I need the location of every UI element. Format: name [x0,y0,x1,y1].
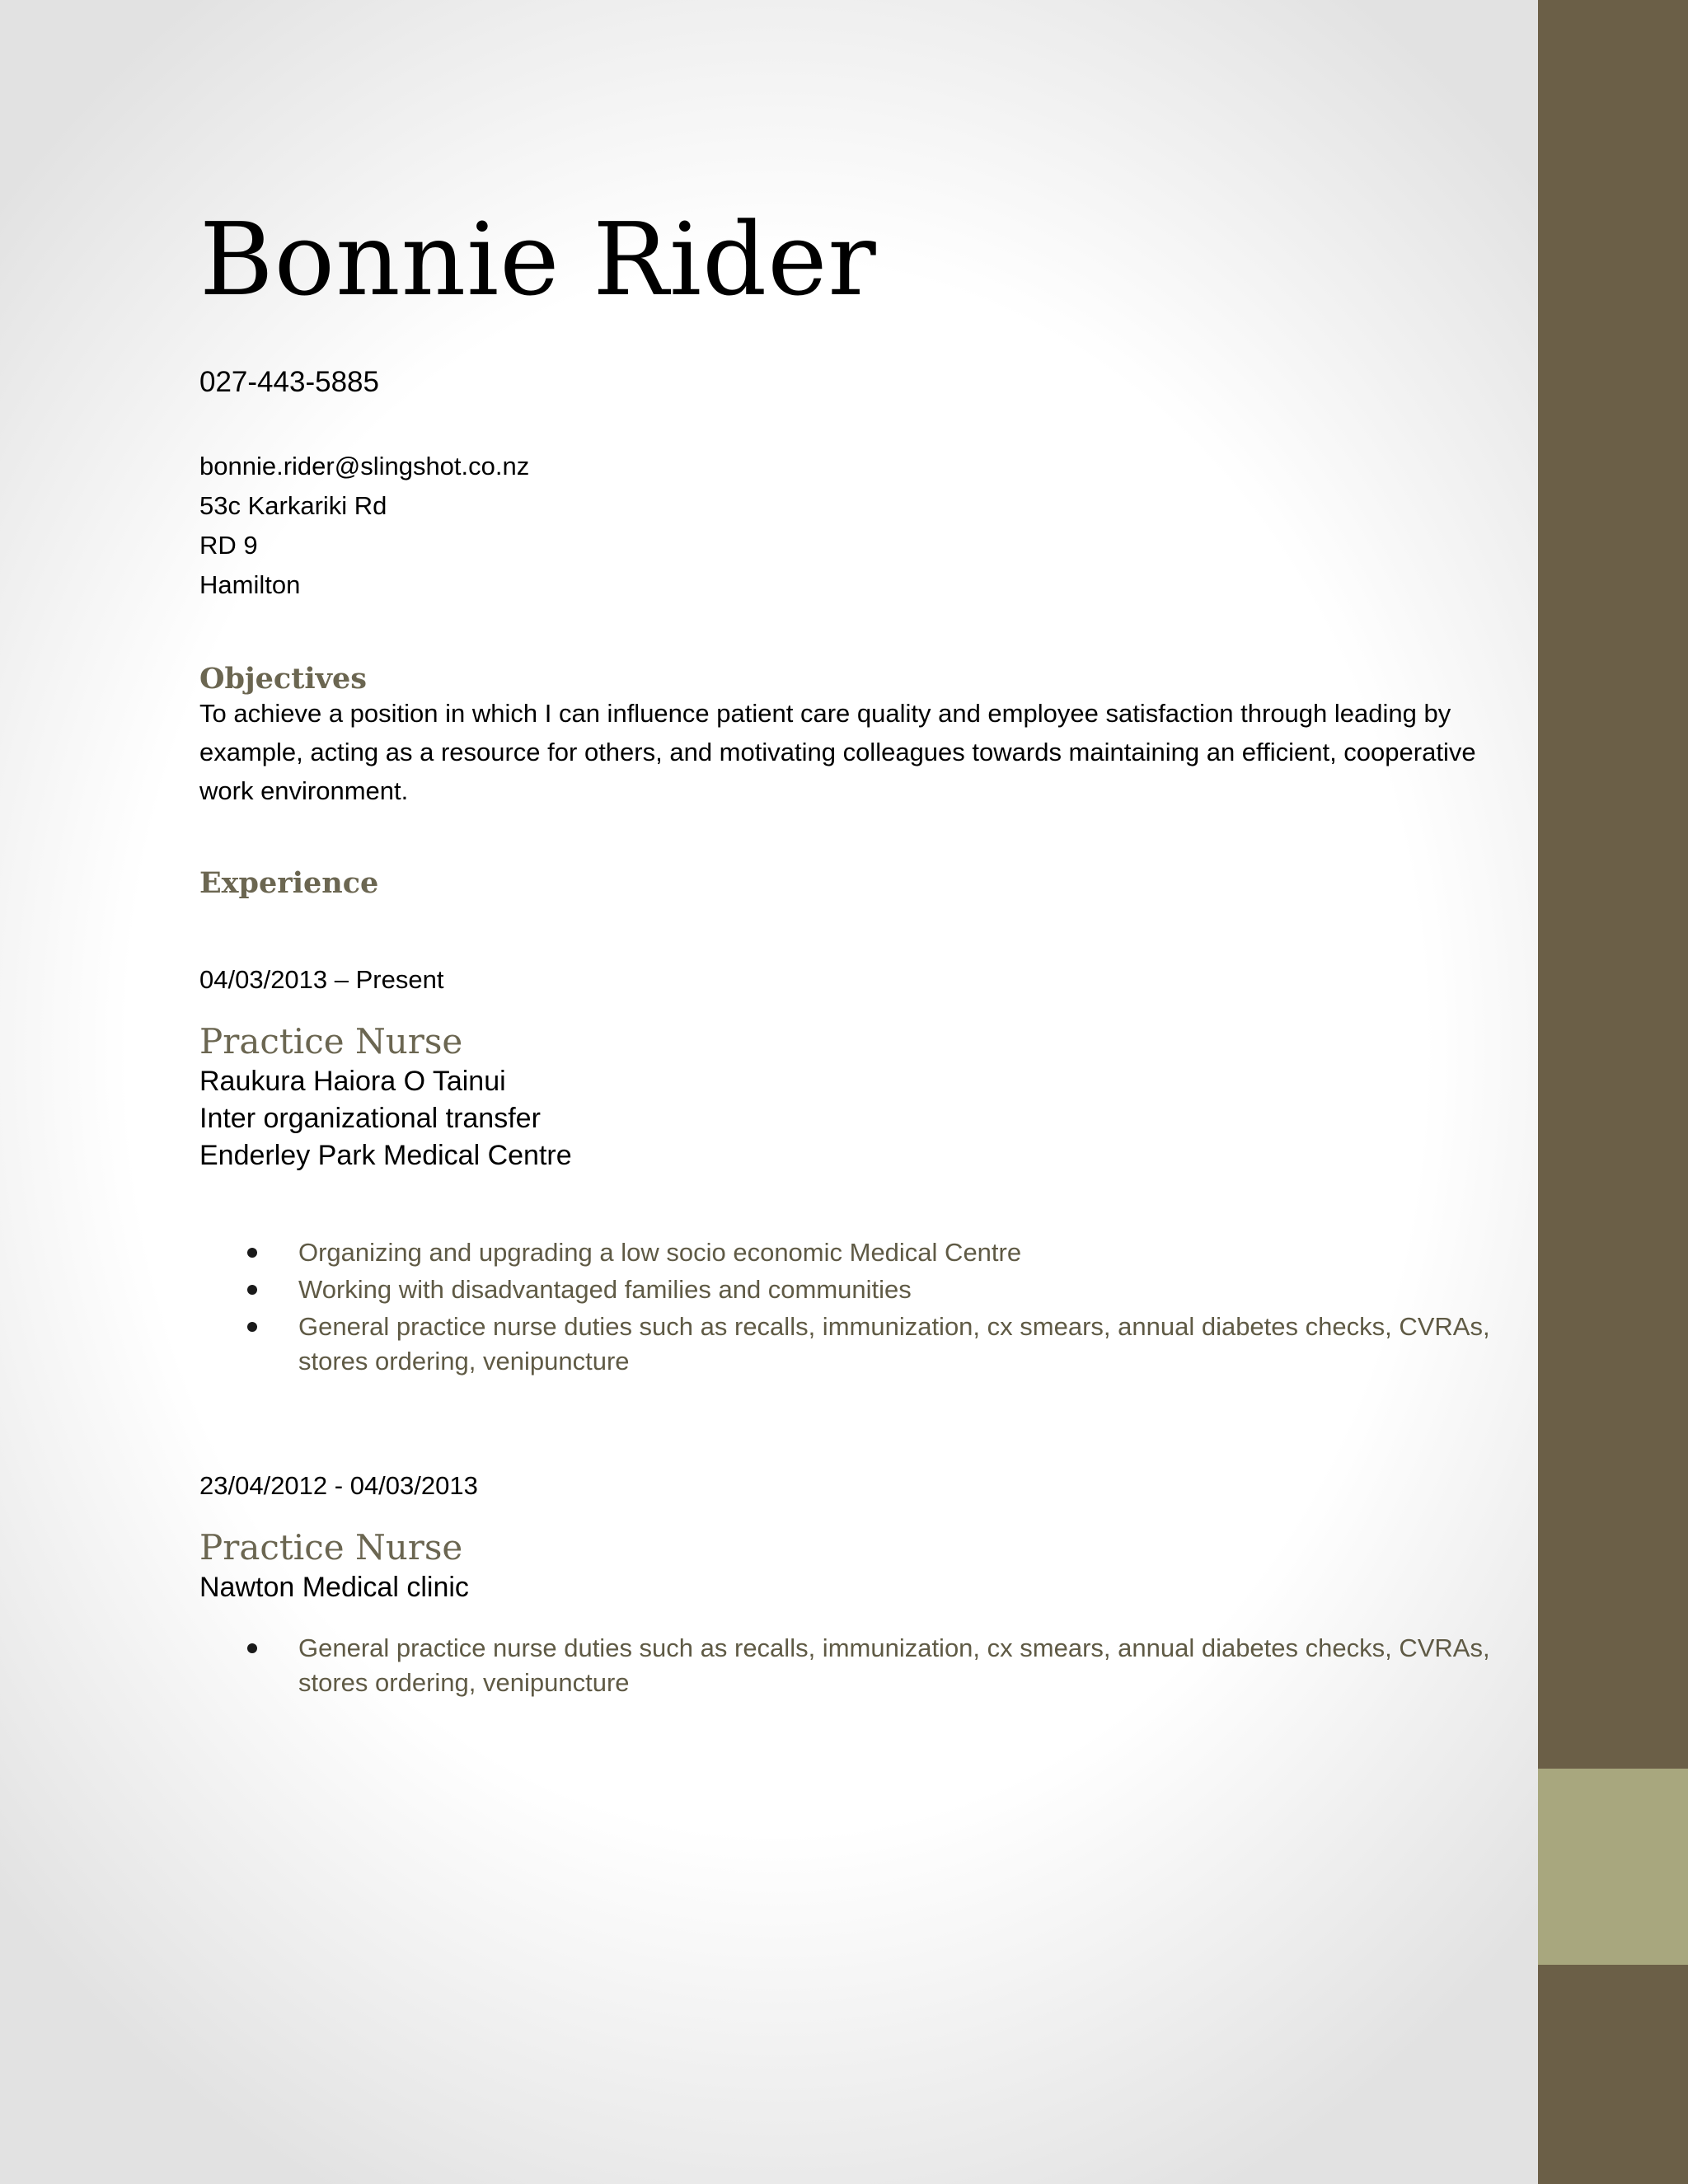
objectives-heading: Objectives [199,662,367,696]
job-detail: Inter organizational transfer [199,1103,541,1134]
sidebar-accent-block [1538,1769,1688,1965]
bullet-icon [247,1248,257,1258]
email-address: bonnie.rider@slingshot.co.nz [199,452,530,480]
duty-item [199,1310,1502,1379]
sidebar-bar [1538,0,1688,2184]
objectives-text: To achieve a position in which I can influence patient care quality and employee satisfaction through leading by example, acting as a resource for others, and motivating colleagues towards maintaining an efficient, cooperative work environment. [199,699,1476,805]
job-entry [199,1467,1490,1703]
duty-item [199,1631,1502,1700]
duty-text: General practice nurse duties such as recalls, immunization, cx smears, annual diabetes checks, CVRAs, stores ordering, venipuncture [298,1312,1490,1376]
job-title: Practice Nurse [199,1021,463,1062]
job-entry [199,961,1490,1381]
bullet-icon [247,1643,257,1653]
bullet-icon [247,1285,257,1295]
duty-list [199,1631,1490,1700]
duty-text: Organizing and upgrading a low socio economic Medical Centre [298,1238,1022,1267]
duty-text: Working with disadvantaged families and communities [298,1275,912,1304]
duty-item [199,1272,1502,1307]
job-dates: 23/04/2012 - 04/03/2013 [199,1471,478,1500]
address-city: Hamilton [199,570,301,599]
job-title: Practice Nurse [199,1527,463,1568]
duty-text: General practice nurse duties such as recalls, immunization, cx smears, annual diabetes checks, CVRAs, stores ordering, venipuncture [298,1633,1490,1697]
phone-number: 027-443-5885 [199,366,379,398]
duty-list [199,1235,1490,1379]
candidate-name: Bonnie Rider [199,201,877,318]
contact-block [199,447,529,605]
job-employer: Raukura Haiora O Tainui [199,1066,506,1097]
job-employer: Nawton Medical clinic [199,1572,469,1603]
address-line-1: 53c Karkariki Rd [199,491,387,520]
duty-item [199,1235,1502,1270]
job-dates: 04/03/2013 – Present [199,965,444,994]
bullet-icon [247,1322,257,1332]
address-line-2: RD 9 [199,531,258,560]
job-location: Enderley Park Medical Centre [199,1140,572,1171]
experience-heading: Experience [199,866,379,900]
